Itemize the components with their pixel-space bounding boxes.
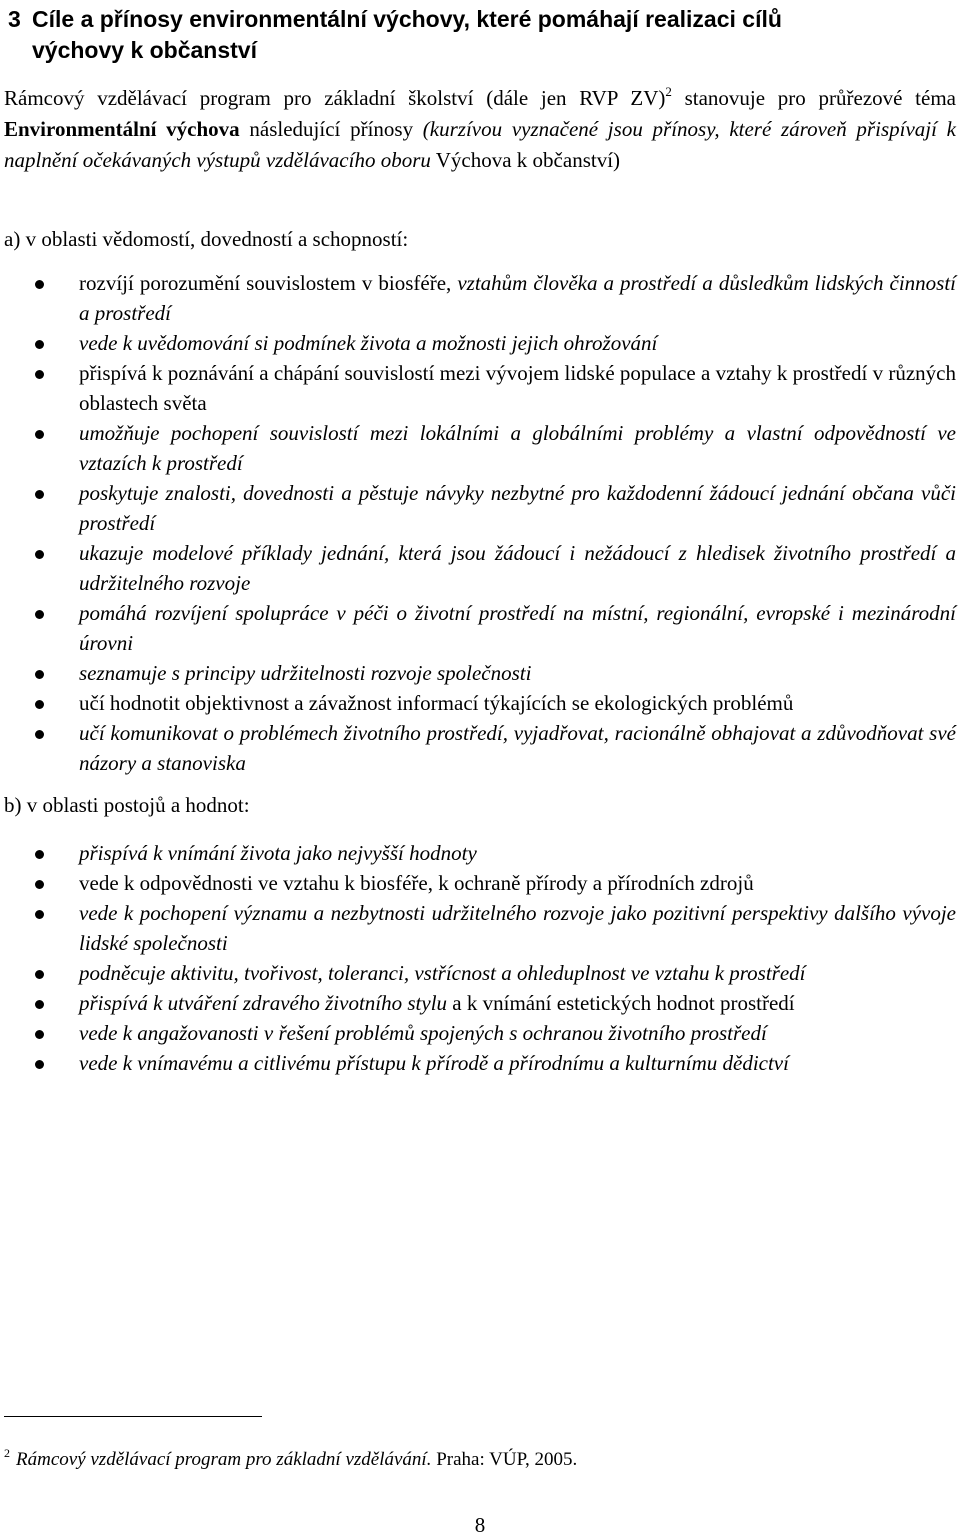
heading-number: 3 [8,6,21,32]
bullet-icon [35,1000,44,1009]
item-plain-text: a k vnímání estetických hodnot prostředí [447,991,795,1015]
section-a-list [0,268,958,778]
item-italic-text: učí komunikovat o problémech životního prostředí, vyjadřovat, racionálně obhajovat a zdůvodňovat své názory a stanoviska [79,721,956,775]
bullet-icon [35,490,44,499]
intro-text-4: Výchova k občanství) [430,148,621,172]
page-number: 8 [474,1513,486,1537]
bullet-icon [35,280,44,289]
list-item [0,1048,958,1078]
bullet-icon [35,610,44,619]
list-item [0,478,958,538]
item-plain-text: vede k odpovědnosti ve vztahu k biosféře, k ochraně přírody a přírodních zdrojů [79,871,754,895]
heading-line-2: výchovy k občanství [32,37,257,63]
item-italic-text: vztahům člověka a prostředí a důsledkům lidských činností a prostředí [79,271,957,325]
item-italic-text: umožňuje pochopení souvislostí mezi lokálními a globálními problémy a vlastní odpovědností ve vztazích k prostředí [79,421,956,475]
section-a-label: a) v oblasti vědomostí, dovedností a schopností: [4,227,409,251]
footnote-plain: Praha: VÚP, 2005. [431,1449,578,1470]
list-item [0,898,958,958]
intro-text-2: stanovuje pro průřezové téma [671,86,956,110]
bullet-icon [35,1060,44,1069]
intro-paragraph [4,76,956,176]
item-italic-text: přispívá k utváření zdravého životního stylu [79,991,448,1015]
intro-text-3: následující přínosy [239,117,423,141]
bullet-icon [35,550,44,559]
item-plain-text: rozvíjí porozumění souvislostem v biosféře, [79,271,458,295]
item-italic-text: přispívá k vnímání života jako nejvyšší hodnoty [79,841,477,865]
heading-text-1: Cíle a přínosy environmentální výchovy, které pomáhají realizaci cílů [32,6,782,32]
item-italic-text: podněcuje aktivitu, tvořivost, toleranci, vstřícnost a ohleduplnost ve vztahu k prostředí [79,961,806,985]
section-b-list [0,838,958,1078]
item-italic-text: poskytuje znalosti, dovednosti a pěstuje návyky nezbytné pro každodenní žádoucí jednání občana vůči prostředí [79,481,956,535]
list-item [0,658,958,688]
intro-italic-note: (kurzívou vyznačené jsou přínosy, které zároveň přispívají k naplnění očekávaných výstupů vzdělávacího oboru [4,117,956,172]
heading-line-1 [8,4,938,35]
list-item [0,1018,958,1048]
bullet-icon [35,370,44,379]
intro-text-1: Rámcový vzdělávací program pro základní školství (dále jen RVP ZV) [4,86,666,110]
bullet-icon [35,340,44,349]
bullet-icon [35,730,44,739]
item-plain-text: učí hodnotit objektivnost a závažnost informací týkajících se ekologických problémů [79,691,794,715]
bullet-icon [35,850,44,859]
list-item [0,988,958,1018]
item-italic-text: vede k angažovanosti v řešení problémů spojených s ochranou životního prostředí [79,1021,767,1045]
item-italic-text: vede k pochopení významu a nezbytnosti udržitelného rozvoje jako pozitivní perspektivy dalšího vývoje lidské společnosti [79,901,956,955]
list-item [0,328,958,358]
bullet-icon [35,880,44,889]
bullet-icon [35,970,44,979]
list-item [0,538,958,598]
bullet-icon [35,1030,44,1039]
item-italic-text: seznamuje s principy udržitelnosti rozvoje společnosti [79,661,532,685]
item-plain-text: přispívá k poznávání a chápání souvislostí mezi vývojem lidské populace a vztahy k prostředí v různých oblastech světa [79,361,956,415]
list-item [0,718,958,778]
footnote-italic: Rámcový vzdělávací program pro základní vzdělávání. [16,1449,432,1470]
list-item [0,358,958,418]
list-item [0,868,958,898]
bullet-icon [35,670,44,679]
item-italic-text: ukazuje modelové příklady jednání, která jsou žádoucí i nežádoucí z hledisek životního prostředí a udržitelného rozvoje [79,541,956,595]
bullet-icon [35,430,44,439]
footnote-divider [4,1416,262,1417]
bullet-icon [35,700,44,709]
list-item [0,838,958,868]
list-item [0,418,958,478]
bullet-icon [35,910,44,919]
footnote-number: 2 [4,1446,10,1460]
footnote [4,1440,944,1473]
item-italic-text: vede k vnímavému a citlivému přístupu k přírodě a přírodnímu a kulturnímu dědictví [79,1051,789,1075]
item-italic-text: vede k uvědomování si podmínek života a možnosti jejich ohrožování [79,331,658,355]
list-item [0,268,958,328]
intro-bold-topic: Environmentální výchova [4,117,240,141]
list-item [0,688,958,718]
list-item [0,958,958,988]
item-italic-text: pomáhá rozvíjení spolupráce v péči o životní prostředí na místní, regionální, evropské i mezinárodní úrovni [79,601,956,655]
section-heading [8,4,938,66]
footnote-reference: 2 [665,84,672,99]
section-b-label: b) v oblasti postojů a hodnot: [4,793,250,817]
list-item [0,598,958,658]
